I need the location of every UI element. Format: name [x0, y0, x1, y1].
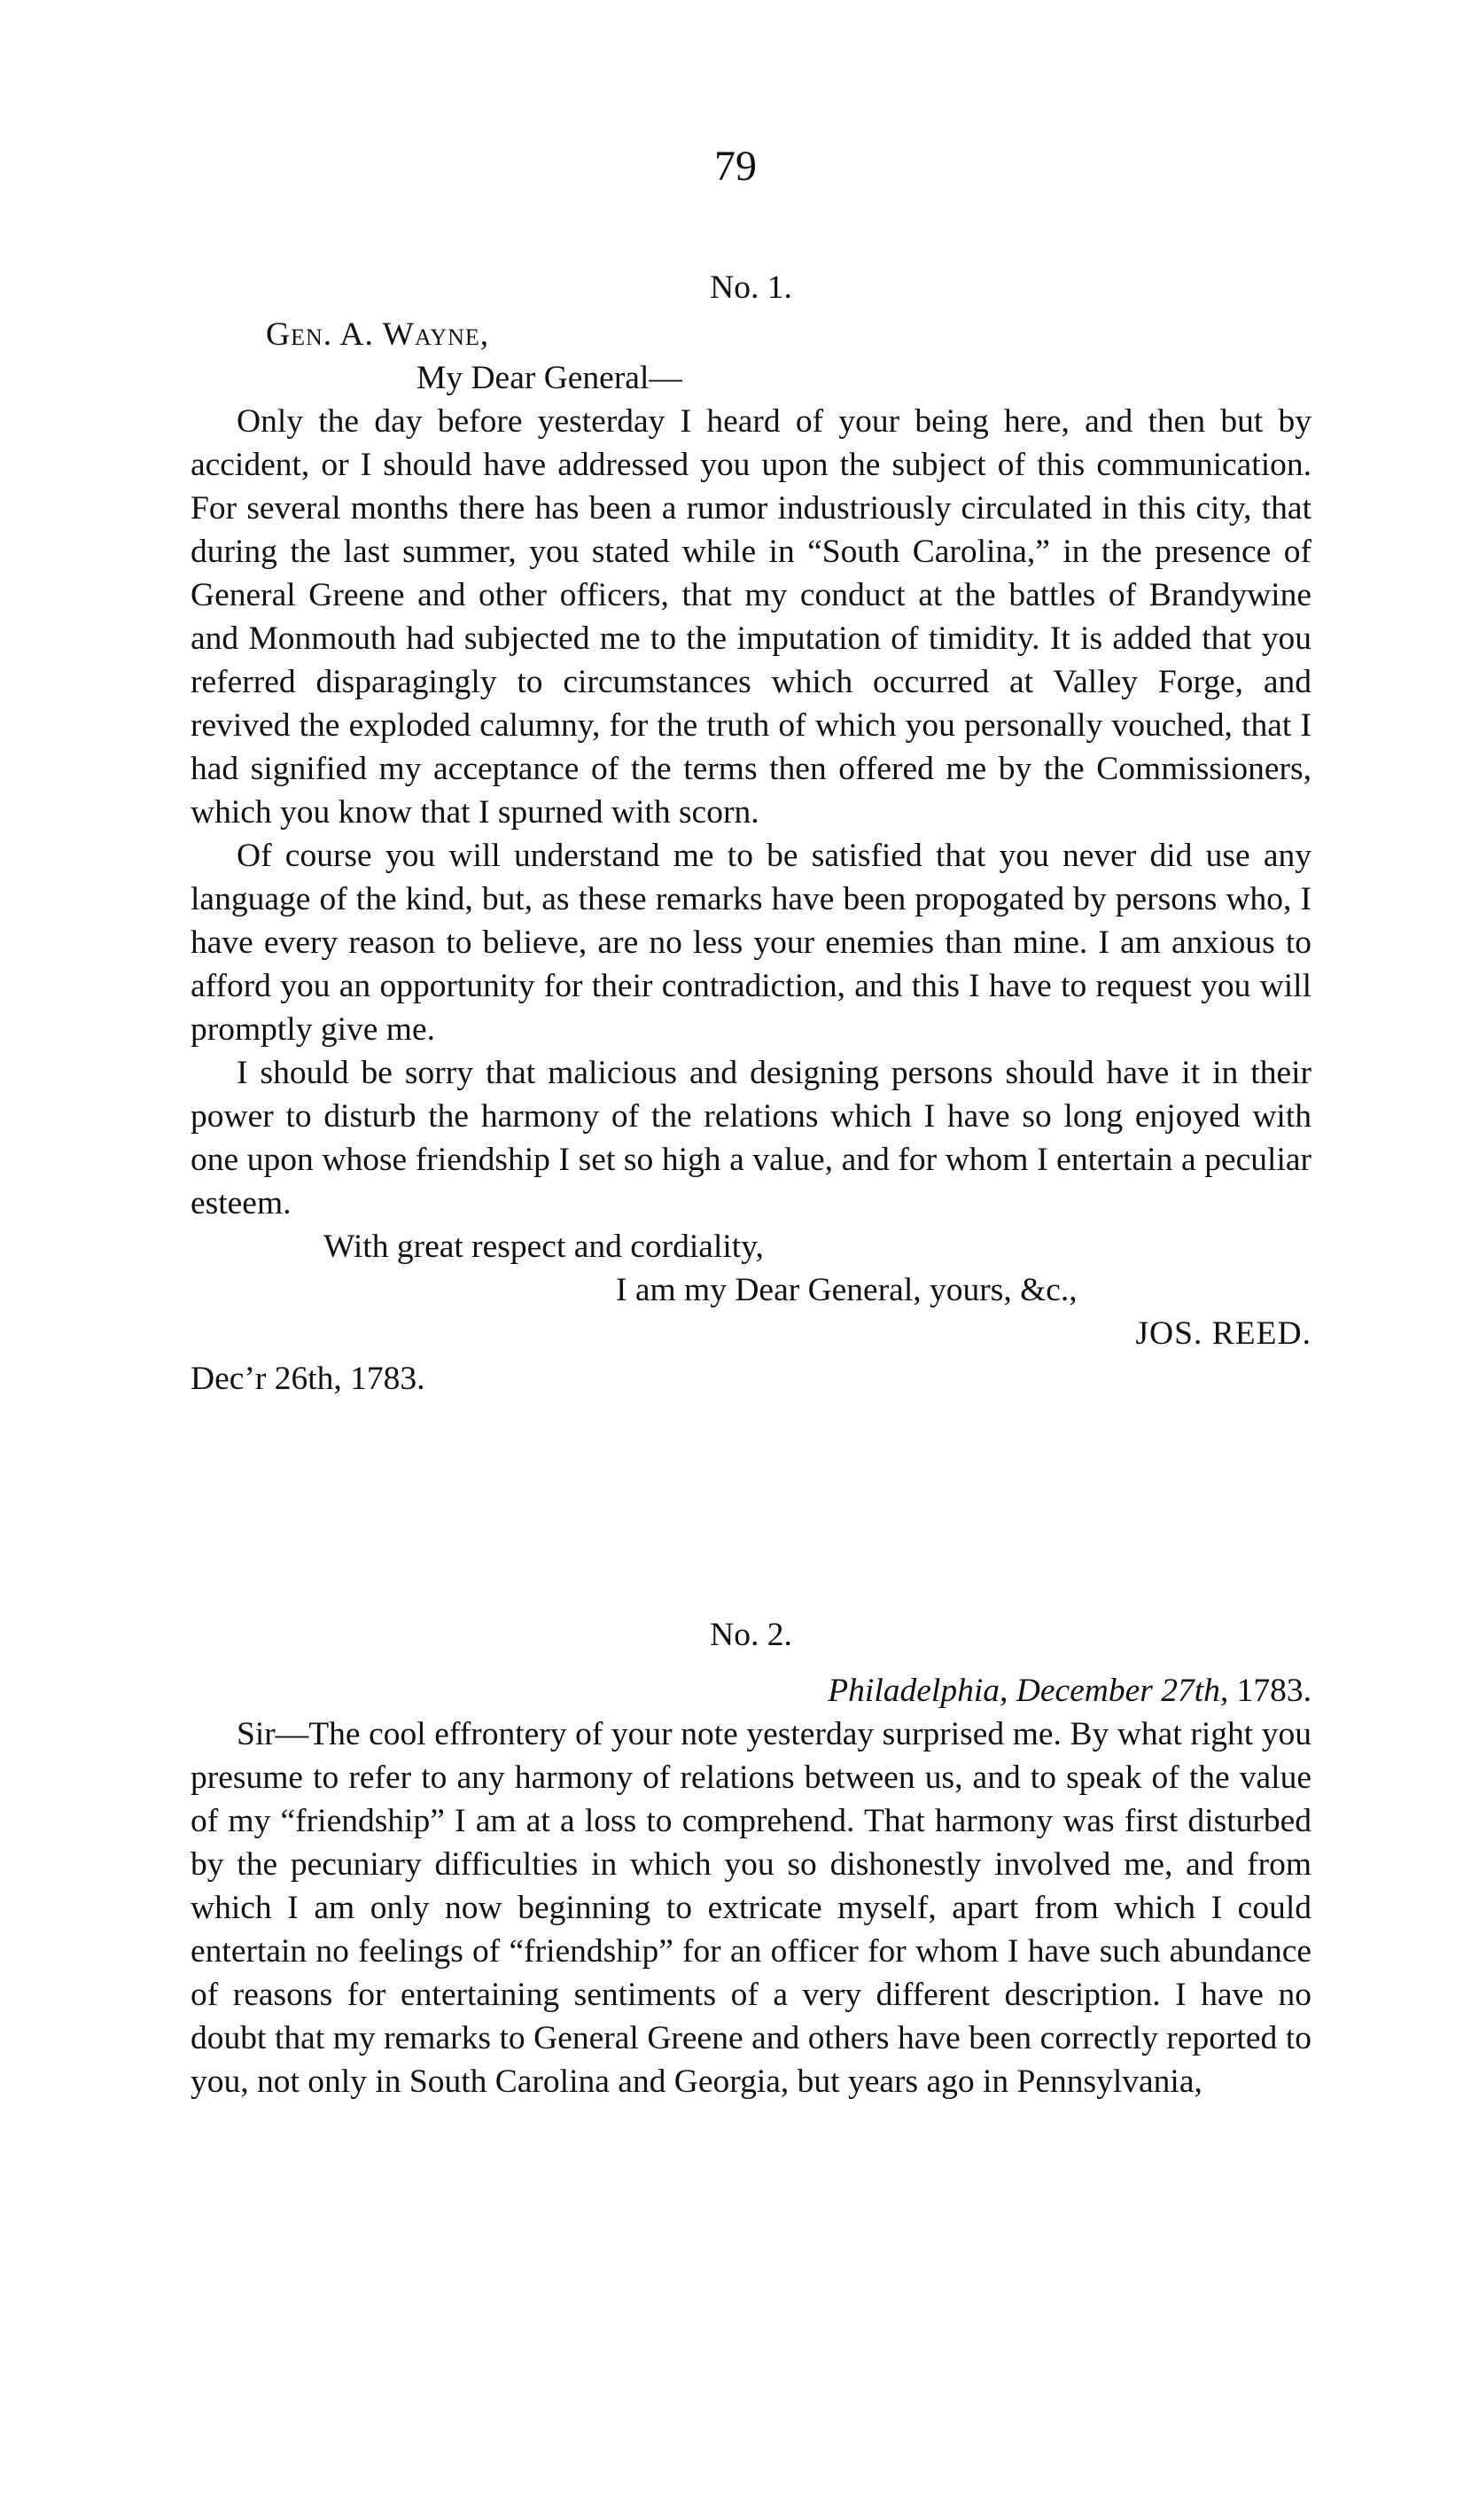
letter-2-place-date: [191, 1669, 1311, 1713]
letter-1-date: Dec’r 26th, 1783.: [191, 1361, 425, 1397]
letter-1-addressee: Gen. A. Wayne,: [266, 316, 490, 353]
letter-1-paragraph-2: Of course you will understand me to be satisfied that you never did use any language of the kind, but, as these remarks have been propogated by persons who, I have every reason to believe, are no less your enemies than mine. I am anxious to afford you an opportunity for their contradiction, and this I have to request you will promptly give me.: [191, 838, 1311, 1048]
letter-2-year: 1783.: [1236, 1673, 1311, 1709]
letter-2-heading: No. 2.: [710, 1617, 792, 1653]
letter-1-salutation: My Dear General—: [416, 360, 682, 396]
letter-1-signature: JOS. REED.: [1135, 1315, 1311, 1352]
letter-1-heading: No. 1.: [710, 269, 792, 306]
letter-1-closing-2: I am my Dear General, yours, &c.,: [616, 1272, 1078, 1308]
letter-1-closing: With great respect and cordiality,: [323, 1229, 764, 1265]
letter-2-paragraph-1: Sir—The cool effrontery of your note yesterday surprised me. By what right you presume to refer to any harmony of relations between us, and to speak of the value of my “friendship” I am at a loss to comprehend. That harmony was first disturbed by the pecuniary difficulties in which you so dishonestly involved me, and from which I am only now beginning to extricate myself, apart from which I could entertain no feelings of “friendship” for an officer for whom I have such abundance of reasons for entertaining sentiments of a very different description. I have no doubt that my remarks to General Greene and others have been correctly reported to you, not only in South Carolina and Georgia, but years ago in Pennsylvania,: [191, 1716, 1311, 2100]
letter-1-paragraph-1: Only the day before yesterday I heard of your being here, and then but by accident, or I should have addressed you upon the subject of this communication. For several months there has been a rumor industriously circulated in this city, that during the last summer, you stated while in “South Carolina,” in the presence of General Greene and other officers, that my conduct at the battles of Brandywine and Monmouth had subjected me to the imputation of timidity. It is added that you referred disparagingly to circumstances which occurred at Valley Forge, and revived the exploded calumny, for the truth of which you personally vouched, that I had signified my acceptance of the terms then offered me by the Commissioners, which you know that I spurned with scorn.: [191, 403, 1311, 831]
letter-2: [191, 1613, 1311, 2103]
letter-2-place: Philadelphia, December 27th,: [828, 1673, 1229, 1709]
letter-1: [191, 266, 1311, 1400]
letter-1-paragraph-3: I should be sorry that malicious and designing persons should have it in their power to disturb the harmony of the relations which I have so long enjoyed with one upon whose friendship I set so high a value, and for whom I entertain a peculiar esteem.: [191, 1055, 1311, 1221]
page-number: 79: [714, 143, 757, 190]
